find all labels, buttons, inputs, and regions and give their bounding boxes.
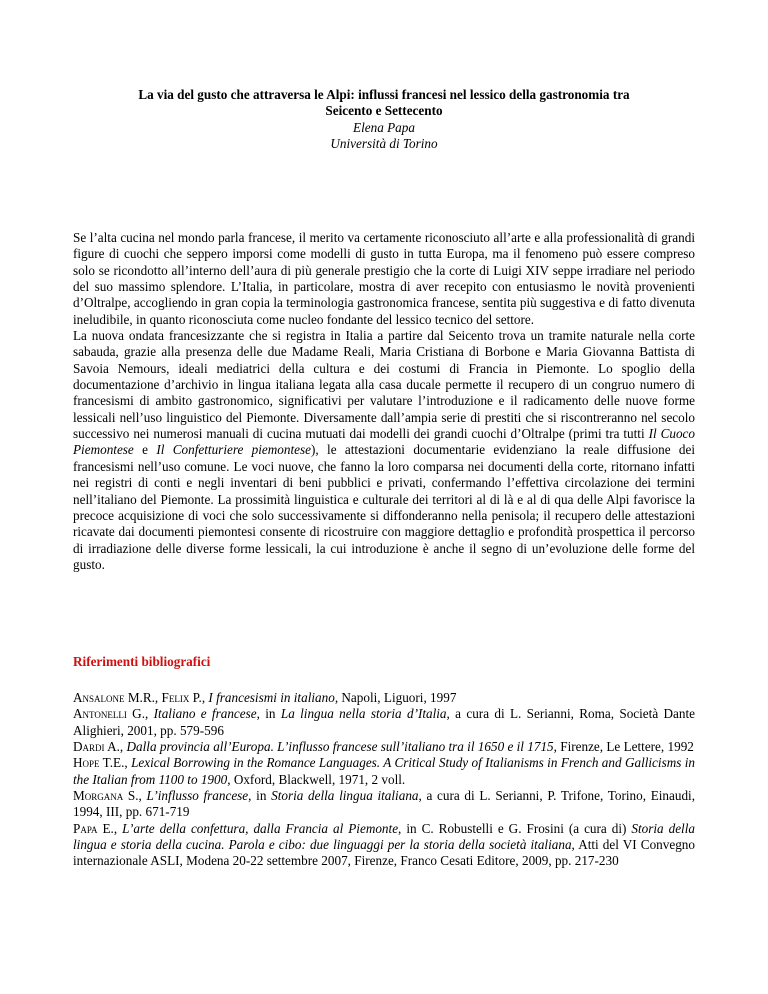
reference-author: Antonelli G. [73, 706, 146, 722]
reference-publication: , Oxford, Blackwell, 1971, 2 voll. [227, 771, 406, 787]
reference-separator: , [145, 706, 154, 722]
book-title-cuoco-piemontese: Il Cuoco Piemontese [73, 426, 695, 458]
reference-item [73, 788, 695, 821]
reference-item [73, 821, 695, 870]
reference-item [73, 739, 695, 755]
reference-title: I francesismi in italiano [208, 690, 335, 705]
reference-container-title: Storia della lingua e storia della cucina. Parola e cibo: due linguaggi per la storia della società italiana [73, 820, 695, 853]
reference-author: Papa E. [73, 820, 114, 836]
reference-title: L’arte della confettura, dalla Francia al Piemonte [122, 820, 399, 836]
reference-container-title: Storia della lingua italiana [271, 788, 419, 804]
reference-title: L’influsso francese [146, 788, 249, 804]
author-name: Elena Papa [353, 119, 415, 135]
reference-author: Dardi A. [73, 739, 120, 755]
book-title-confetturiere-piemontese: Il Confetturiere piemontese [156, 442, 312, 458]
reference-separator: , [119, 739, 127, 755]
reference-author: Ansalone M.R., Felix P. [73, 690, 202, 705]
reference-item [73, 690, 695, 706]
reference-in: , in [248, 788, 272, 804]
references-heading: Riferimenti bibliografici [73, 654, 211, 669]
reference-separator: , [124, 755, 132, 771]
reference-separator: , [113, 820, 123, 836]
reference-in: , in C. Robustelli e G. Frosini (a cura di) [398, 820, 632, 836]
reference-separator: , [201, 690, 209, 705]
abstract-paragraph-2-text-a: La nuova ondata francesizzante che si registra in Italia a partire dal Seicento trova un tramite naturale nella corte sabauda, grazie alla presenza delle due Madame Reali, Maria Cristiana di Borbone e Maria Giovanna Battista di Savoia Nemours, ideali mediatrici della cultura e dei costumi di Francia in Piemonte. Lo spoglio della documentazione d’archivio in lingua italiana legata alla casa ducale permette il recupero di un congruo numero di francesismi di ambito gastronomico, significativi per valutare l’introduzione e il radicamento delle nuove forme lessicali nell’uso linguistico del Piemonte. Diversamente dall’ampia serie di prestiti che si riscontreranno nel secolo successivo nei numerosi manuali di cucina mutuati dai modelli dei grandi cuochi d’Oltralpe (primi tra tutti [73, 328, 695, 442]
paper-title-line-2: Seicento e Settecento [325, 103, 443, 119]
abstract-body [73, 230, 695, 573]
reference-author: Hope T.E. [73, 755, 125, 771]
reference-item [73, 706, 695, 739]
author-affiliation: Università di Torino [330, 135, 438, 151]
reference-publication: , Atti del VI Convegno internazionale ASLI, Modena 20-22 settembre 2007, Firenze, Franco Cesati Editore, 2009, pp. 217-230 [73, 837, 695, 869]
reference-title: Lexical Borrowing in the Romance Languages. A Critical Study of Italianisms in French and Gallicisms in the Italian from 1100 to 1900 [73, 755, 696, 787]
reference-title: Italiano e francese [153, 706, 257, 722]
references-list [73, 690, 695, 870]
reference-title: Dalla provincia all’Europa. L’influsso francese sull’italiano tra il 1650 e il 1715 [126, 739, 554, 755]
reference-publication: , a cura di L. Serianni, P. Trifone, Torino, Einaudi, 1994, III, pp. 671-719 [73, 788, 696, 820]
abstract-paragraph-2 [73, 328, 695, 573]
reference-item [73, 755, 695, 788]
abstract-paragraph-2-text-b: e [133, 442, 157, 458]
reference-in: , in [256, 706, 281, 722]
reference-separator: , [138, 788, 147, 804]
reference-publication: , Firenze, Le Lettere, 1992 [553, 739, 694, 755]
paper-header [73, 87, 695, 152]
reference-author: Morgana S. [73, 788, 139, 804]
reference-publication: , a cura di L. Serianni, Roma, Società Dante Alighieri, 2001, pp. 579-596 [73, 706, 696, 738]
reference-publication: , Napoli, Liguori, 1997 [334, 690, 457, 705]
reference-container-title: La lingua nella storia d’Italia [280, 706, 447, 722]
abstract-paragraph-2-text-c: ), le attestazioni documentarie evidenziano la reale diffusione dei francesismi nell’uso comune. Le voci nuove, che fanno la loro comparsa nei documenti della corte, ritornano infatti nei registri di conti e negli inventari di beni pubblici e privati, confermando l’effettiva circolazione dei termini nell’italiano del Piemonte. La prossimità linguistica e culturale dei territori al di là e al di qua delle Alpi favorisce la precoce acquisizione di voci che solo successivamente si diffonderanno nella penisola; il recupero delle attestazioni ricavate dai documenti piemontesi consente di ricostruire con maggiore dettaglio e profondità prospettica il percorso di irradiazione delle diverse forme lessicali, la cui introduzione è anche il segno di un’evoluzione delle forme del gusto. [73, 442, 696, 572]
abstract-paragraph-1: Se l’alta cucina nel mondo parla francese, il merito va certamente riconosciuto all’arte e alla professionalità di grandi figure di cuochi che seppero imporsi come modelli di gusto in tutta Europa, ma il fenomeno può essere compreso solo se ricondotto all’interno dell’aura di più generale prestigio che la corte di Luigi XIV seppe irradiare nel periodo del suo massimo splendore. L’Italia, in particolare, mostra di aver recepito con entusiasmo le novità provenienti d’Oltralpe, accogliendo in gran copia la terminologia gastronomica francese, sentita più suggestiva e di fatto divenuta ineludibile, in quanto riconosciuta come nucleo fondante del lessico tecnico del settore. [73, 230, 695, 327]
paper-title-line-1: La via del gusto che attraversa le Alpi: influssi francesi nel lessico della gastronomia tra [138, 87, 630, 102]
